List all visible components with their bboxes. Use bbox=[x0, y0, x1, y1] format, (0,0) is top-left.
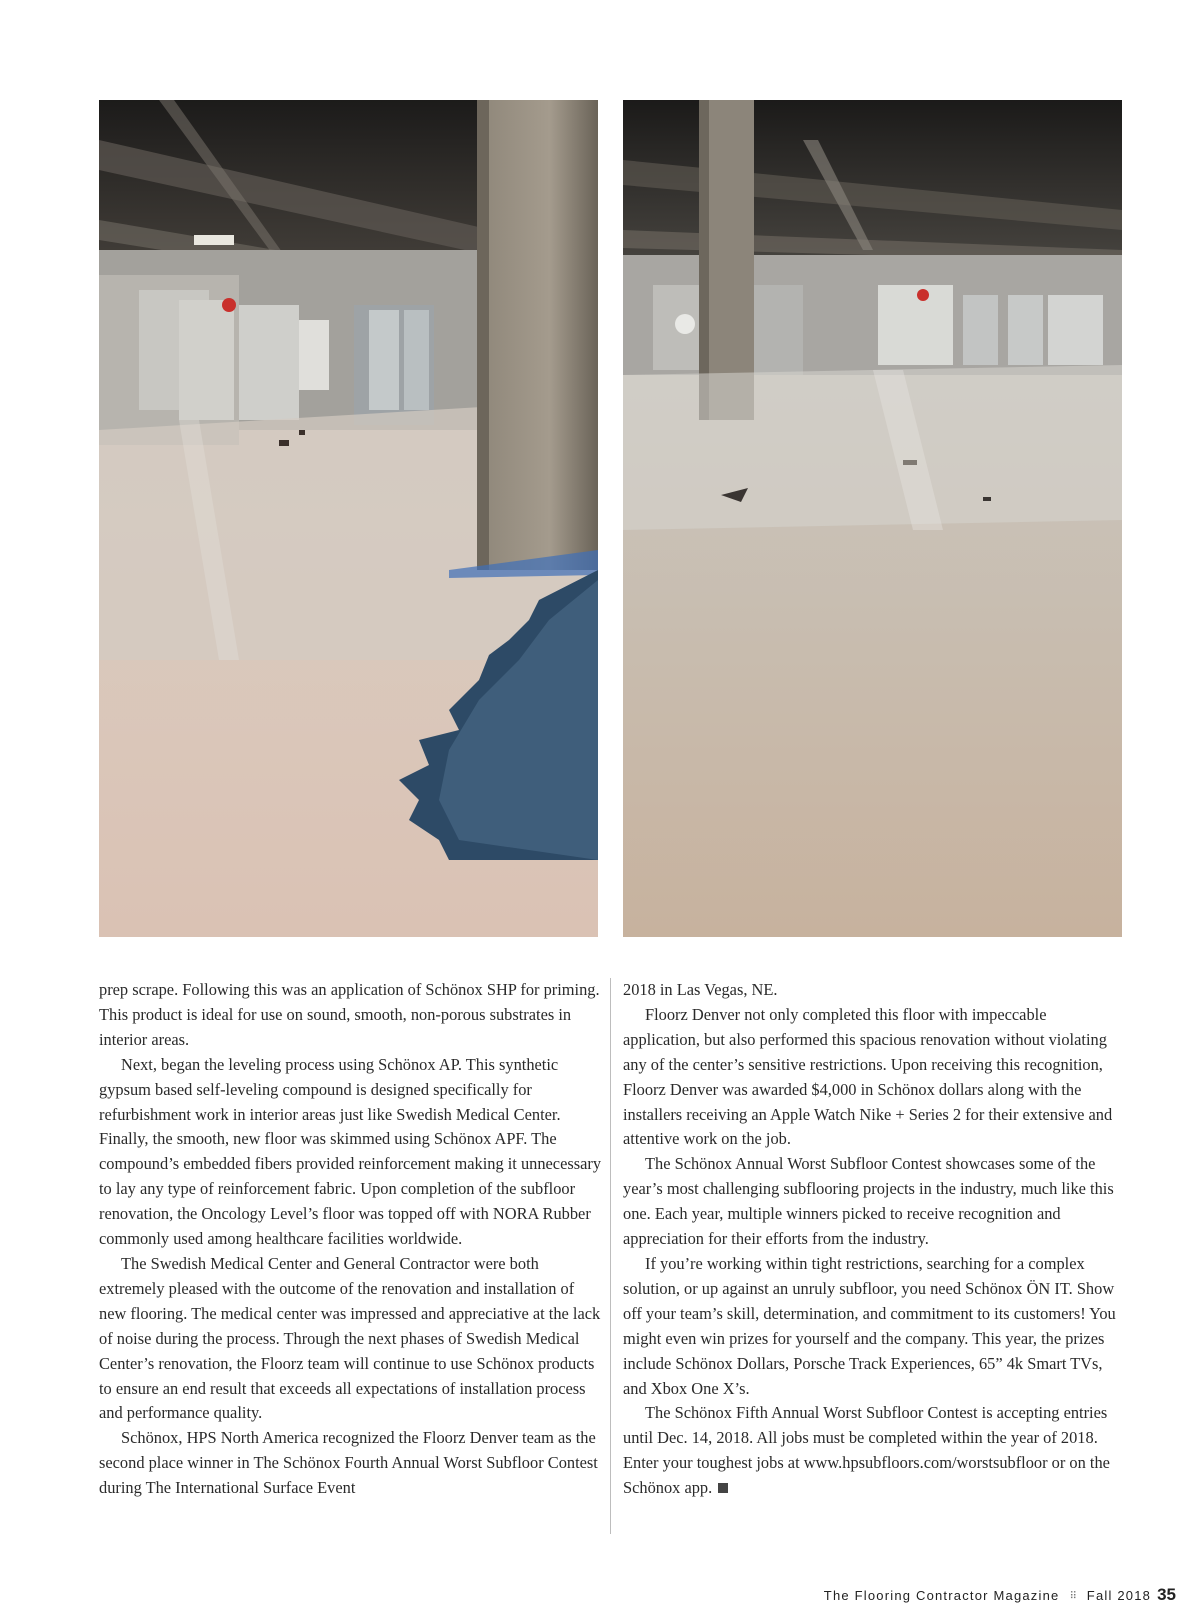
right-photo bbox=[623, 100, 1122, 937]
article-left-column bbox=[99, 978, 602, 1501]
left-photo bbox=[99, 100, 598, 937]
article-paragraph: If you’re working within tight restrictions, searching for a complex solution, or up against an unruly subfloor, you need Schönox ÖN IT. Show off your team’s skill, determination, and commitment to its customers! You might even win prizes for yourself and the company. This year, the prizes include Schönox Dollars, Porsche Track Experiences, 65” 4k Smart TVs, and Xbox One X’s. bbox=[623, 1253, 1116, 1398]
article-paragraph-text: The Schönox Fifth Annual Worst Subfloor Contest is accepting entries until Dec. 14, 2018. All jobs must be completed within the year of 2018. Enter your toughest jobs at www.hpsubfloors.com/worstsubfloor or on the Schönox app. bbox=[623, 1403, 1110, 1498]
article-paragraph-final bbox=[623, 1401, 1123, 1501]
issue-label: Fall 2018 bbox=[1086, 1588, 1152, 1603]
article-paragraph: 2018 in Las Vegas, NE. bbox=[623, 980, 778, 999]
article-paragraph: Floorz Denver not only completed this floor with impeccable application, but also performed this spacious renovation without violating any of the center’s sensitive restrictions. Upon receiving this recognition, Floorz Denver was awarded $4,000 in Schönox dollars along with the installers receiving an Apple Watch Nike + Series 2 for their extensive and attentive work on the job. bbox=[623, 1004, 1113, 1149]
column-divider bbox=[610, 978, 611, 1534]
article-paragraph: prep scrape. Following this was an application of Schönox SHP for priming. This product is ideal for use on sound, smooth, non-porous substrates in interior areas. bbox=[99, 980, 600, 1049]
magazine-name: The Flooring Contractor Magazine bbox=[823, 1588, 1060, 1603]
page-footer bbox=[824, 1585, 1176, 1605]
article-right-column bbox=[623, 978, 1123, 1501]
end-of-article-mark bbox=[718, 1483, 728, 1493]
article-paragraph: Next, began the leveling process using Schönox AP. This synthetic gypsum based self-leveling compound is designed specifically for refurbishment work in interior areas just like Swedish Medical Center. Finally, the smooth, new floor was skimmed using Schönox APF. The compound’s embedded fibers provided reinforcement making it unnecessary to lay any type of reinforcement fabric. Upon completion of the subfloor renovation, the Oncology Level’s floor was topped off with NORA Rubber commonly used among healthcare facilities worldwide. bbox=[99, 1054, 602, 1249]
footer-separator-icon: ⠿ bbox=[1069, 1591, 1077, 1602]
article-paragraph: The Swedish Medical Center and General Contractor were both extremely pleased with the outcome of the renovation and installation of new flooring. The medical center was impressed and appreciative at the lack of noise during the process. Through the next phases of Swedish Medical Center’s renovation, the Floorz team will continue to use Schönox products to ensure an end result that exceeds all expectations of installation process and performance quality. bbox=[99, 1253, 601, 1423]
article-paragraph: Schönox, HPS North America recognized the Floorz Denver team as the second place winner in The Schönox Fourth Annual Worst Subfloor Contest during The International Surface Event bbox=[99, 1428, 598, 1498]
page-number: 35 bbox=[1157, 1585, 1176, 1604]
article-paragraph: The Schönox Annual Worst Subfloor Contest showcases some of the year’s most challenging subflooring projects in the industry, much like this one. Each year, multiple winners picked to receive recognition and appreciation for their efforts from the industry. bbox=[623, 1154, 1114, 1249]
